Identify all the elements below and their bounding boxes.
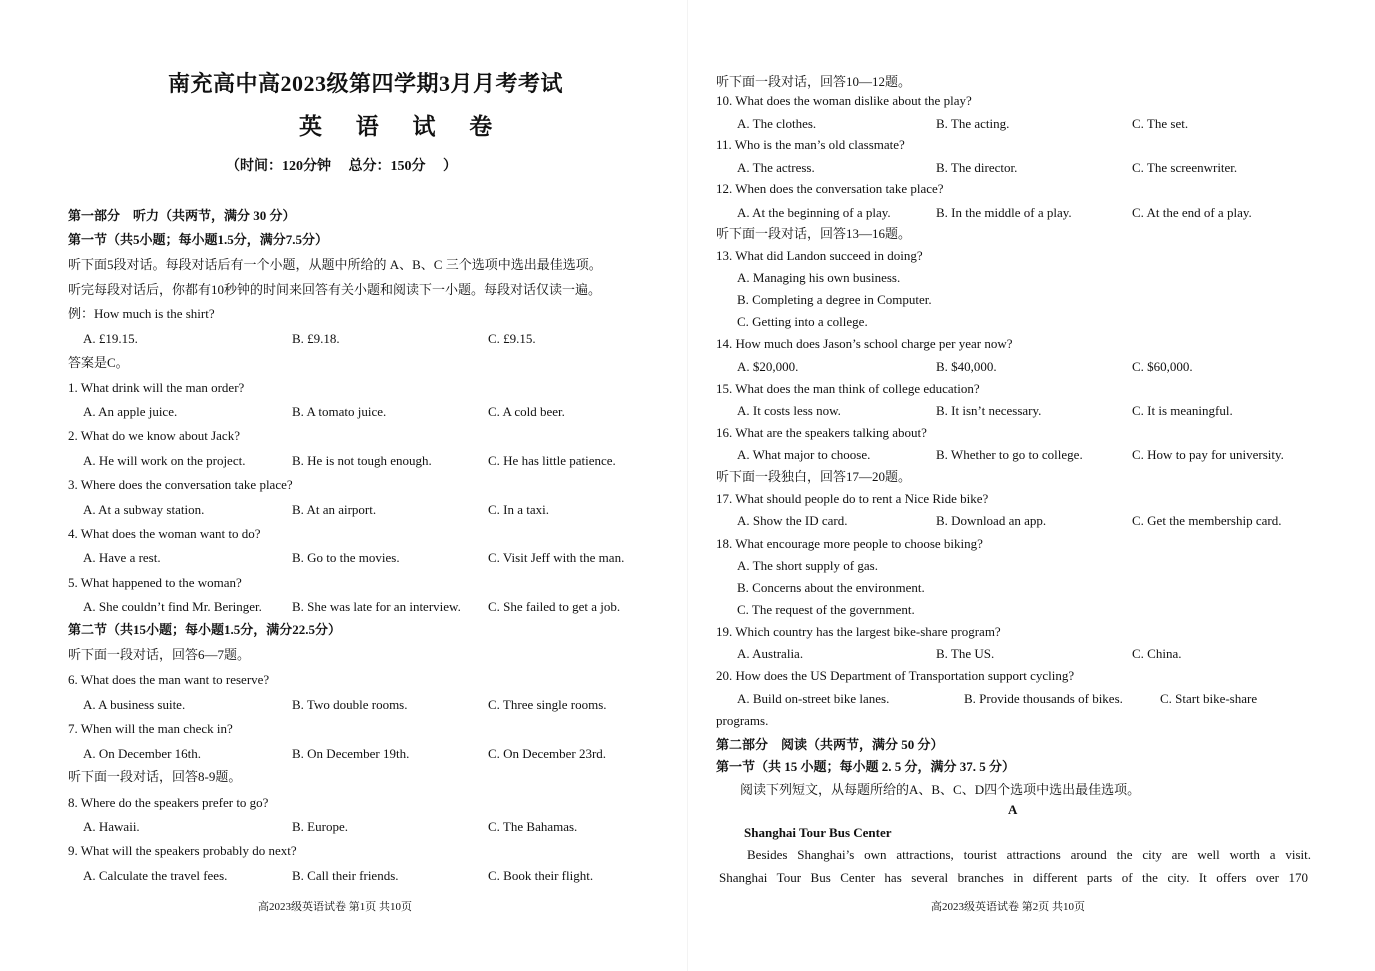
question-18: 18. What encourage more people to choose biking? [716, 536, 983, 551]
exam-subtitle: 英 语 试 卷 [299, 114, 507, 139]
q10-option-c: C. The set. [1132, 116, 1189, 131]
passage-line-2: Shanghai Tour Bus Center has several branches in different parts of the city. It offers over 170 [719, 870, 1308, 885]
q14-option-a: A. $20,000. [737, 359, 799, 374]
question-3: 3. Where does the conversation take place? [68, 477, 293, 492]
q9-option-a: A. Calculate the travel fees. [83, 868, 228, 883]
question-16: 16. What are the speakers talking about? [716, 425, 927, 440]
q12-option-a: A. At the beginning of a play. [737, 205, 891, 220]
question-15: 15. What does the man think of college education? [716, 381, 980, 396]
listen-8-9: 听下面一段对话，回答8-9题。 [68, 769, 242, 784]
question-11: 11. Who is the man’s old classmate? [716, 137, 905, 152]
question-9: 9. What will the speakers probably do next? [68, 843, 297, 858]
question-6: 6. What does the man want to reserve? [68, 672, 270, 687]
q13-option-b: B. Completing a degree in Computer. [737, 292, 932, 307]
q10-option-b: B. The acting. [936, 116, 1010, 131]
q19-option-a: A. Australia. [737, 646, 804, 661]
q7-option-c: C. On December 23rd. [488, 746, 607, 761]
q17-option-a: A. Show the ID card. [737, 513, 848, 528]
q9-option-b: B. Call their friends. [292, 868, 399, 883]
q8-option-c: C. The Bahamas. [488, 819, 578, 834]
question-7: 7. When will the man check in? [68, 721, 233, 736]
listen-10-12: 听下面一段对话，回答10—12题。 [716, 74, 912, 89]
q20-option-b: B. Provide thousands of bikes. [964, 691, 1123, 706]
q12-option-c: C. At the end of a play. [1132, 205, 1252, 220]
question-14: 14. How much does Jason’s school charge per year now? [716, 336, 1013, 351]
passage-title: Shanghai Tour Bus Center [744, 825, 892, 840]
reading-instruction: 阅读下列短文，从每题所给的A、B、C、D四个选项中选出最佳选项。 [740, 782, 1141, 797]
q12-option-b: B. In the middle of a play. [936, 205, 1072, 220]
q3-option-b: B. At an airport. [292, 502, 377, 517]
q10-option-a: A. The clothes. [737, 116, 817, 131]
instruction-line-1: 听下面5段对话。每段对话后有一个小题，从题中所给的 A、B、C 三个选项中选出最佳选项。 [68, 257, 602, 272]
page-footer: 高2023级英语试卷 第1页 共10页 [258, 901, 412, 913]
q5-option-c: C. She failed to get a job. [488, 599, 621, 614]
question-19: 19. Which country has the largest bike-share program? [716, 624, 1001, 639]
q15-option-c: C. It is meaningful. [1132, 403, 1233, 418]
q20-option-c-continued: programs. [716, 713, 769, 728]
time-info: （时间：120分钟 总分：150分 ） [226, 159, 457, 174]
q6-option-c: C. Three single rooms. [488, 697, 607, 712]
exam-page-1 [0, 0, 687, 971]
listen-6-7: 听下面一段对话，回答6—7题。 [68, 647, 251, 662]
q8-option-b: B. Europe. [292, 819, 348, 834]
listen-17-20: 听下面一段独白，回答17—20题。 [716, 469, 912, 484]
q1-option-a: A. An apple juice. [83, 404, 178, 419]
q11-option-a: A. The actress. [737, 160, 815, 175]
example-option-c: C. £9.15. [488, 331, 536, 346]
q14-option-c: C. $60,000. [1132, 359, 1193, 374]
q6-option-a: A. A business suite. [83, 697, 186, 712]
q13-option-a: A. Managing his own business. [737, 270, 901, 285]
q5-option-b: B. She was late for an interview. [292, 599, 461, 614]
example-question: 例：How much is the shirt? [68, 306, 215, 321]
q2-option-b: B. He is not tough enough. [292, 453, 432, 468]
exam-page-2 [688, 0, 1375, 971]
part2-header: 第二部分 阅读（共两节，满分 50 分） [716, 737, 944, 752]
q20-option-c: C. Start bike-share [1160, 691, 1258, 706]
q9-option-c: C. Book their flight. [488, 868, 594, 883]
reading-section1-header: 第一节（共 15 小题；每小题 2. 5 分，满分 37. 5 分） [716, 759, 1016, 774]
q17-option-c: C. Get the membership card. [1132, 513, 1282, 528]
section2-header: 第二节（共15小题；每小题1.5分，满分22.5分） [68, 622, 342, 637]
q2-option-a: A. He will work on the project. [83, 453, 246, 468]
q1-option-b: B. A tomato juice. [292, 404, 387, 419]
q6-option-b: B. Two double rooms. [292, 697, 408, 712]
q17-option-b: B. Download an app. [936, 513, 1047, 528]
q3-option-c: C. In a taxi. [488, 502, 550, 517]
q15-option-b: B. It isn’t necessary. [936, 403, 1042, 418]
q1-option-c: C. A cold beer. [488, 404, 565, 419]
q4-option-a: A. Have a rest. [83, 550, 161, 565]
question-13: 13. What did Landon succeed in doing? [716, 248, 923, 263]
q15-option-a: A. It costs less now. [737, 403, 841, 418]
question-4: 4. What does the woman want to do? [68, 526, 261, 541]
q16-option-b: B. Whether to go to college. [936, 447, 1083, 462]
q14-option-b: B. $40,000. [936, 359, 997, 374]
passage-letter: A [1008, 802, 1018, 817]
q16-option-a: A. What major to choose. [737, 447, 871, 462]
question-10: 10. What does the woman dislike about the play? [716, 93, 972, 108]
q11-option-c: C. The screenwriter. [1132, 160, 1238, 175]
q20-option-a: A. Build on-street bike lanes. [737, 691, 890, 706]
page-footer: 高2023级英语试卷 第2页 共10页 [931, 901, 1085, 913]
question-8: 8. Where do the speakers prefer to go? [68, 795, 269, 810]
q18-option-a: A. The short supply of gas. [737, 558, 878, 573]
q5-option-a: A. She couldn’t find Mr. Beringer. [83, 599, 262, 614]
question-2: 2. What do we know about Jack? [68, 428, 240, 443]
q13-option-c: C. Getting into a college. [737, 314, 868, 329]
question-12: 12. When does the conversation take place? [716, 181, 944, 196]
q4-option-b: B. Go to the movies. [292, 550, 400, 565]
q2-option-c: C. He has little patience. [488, 453, 616, 468]
q19-option-b: B. The US. [936, 646, 995, 661]
q19-option-c: C. China. [1132, 646, 1182, 661]
passage-line-1: Besides Shanghai’s own attractions, tourist attractions around the city are well worth a visit. [747, 847, 1311, 862]
q11-option-b: B. The director. [936, 160, 1018, 175]
part1-header: 第一部分 听力（共两节，满分 30 分） [68, 208, 296, 223]
q16-option-c: C. How to pay for university. [1132, 447, 1284, 462]
q7-option-a: A. On December 16th. [83, 746, 202, 761]
example-answer: 答案是C。 [68, 355, 129, 370]
q18-option-b: B. Concerns about the environment. [737, 580, 925, 595]
q7-option-b: B. On December 19th. [292, 746, 410, 761]
exam-title: 南充高中高2023级第四学期3月月考考试 [168, 71, 564, 96]
question-1: 1. What drink will the man order? [68, 380, 245, 395]
section1-header: 第一节（共5小题；每小题1.5分，满分7.5分） [68, 232, 329, 247]
question-5: 5. What happened to the woman? [68, 575, 242, 590]
q18-option-c: C. The request of the government. [737, 602, 915, 617]
instruction-line-2: 听完每段对话后，你都有10秒钟的时间来回答有关小题和阅读下一小题。每段对话仅读一遍。 [68, 282, 602, 297]
question-17: 17. What should people do to rent a Nice Ride bike? [716, 491, 989, 506]
listen-13-16: 听下面一段对话，回答13—16题。 [716, 226, 912, 241]
q4-option-c: C. Visit Jeff with the man. [488, 550, 625, 565]
example-option-a: A. £19.15. [83, 331, 138, 346]
question-20: 20. How does the US Department of Transportation support cycling? [716, 668, 1075, 683]
q3-option-a: A. At a subway station. [83, 502, 205, 517]
example-option-b: B. £9.18. [292, 331, 340, 346]
q8-option-a: A. Hawaii. [83, 819, 140, 834]
